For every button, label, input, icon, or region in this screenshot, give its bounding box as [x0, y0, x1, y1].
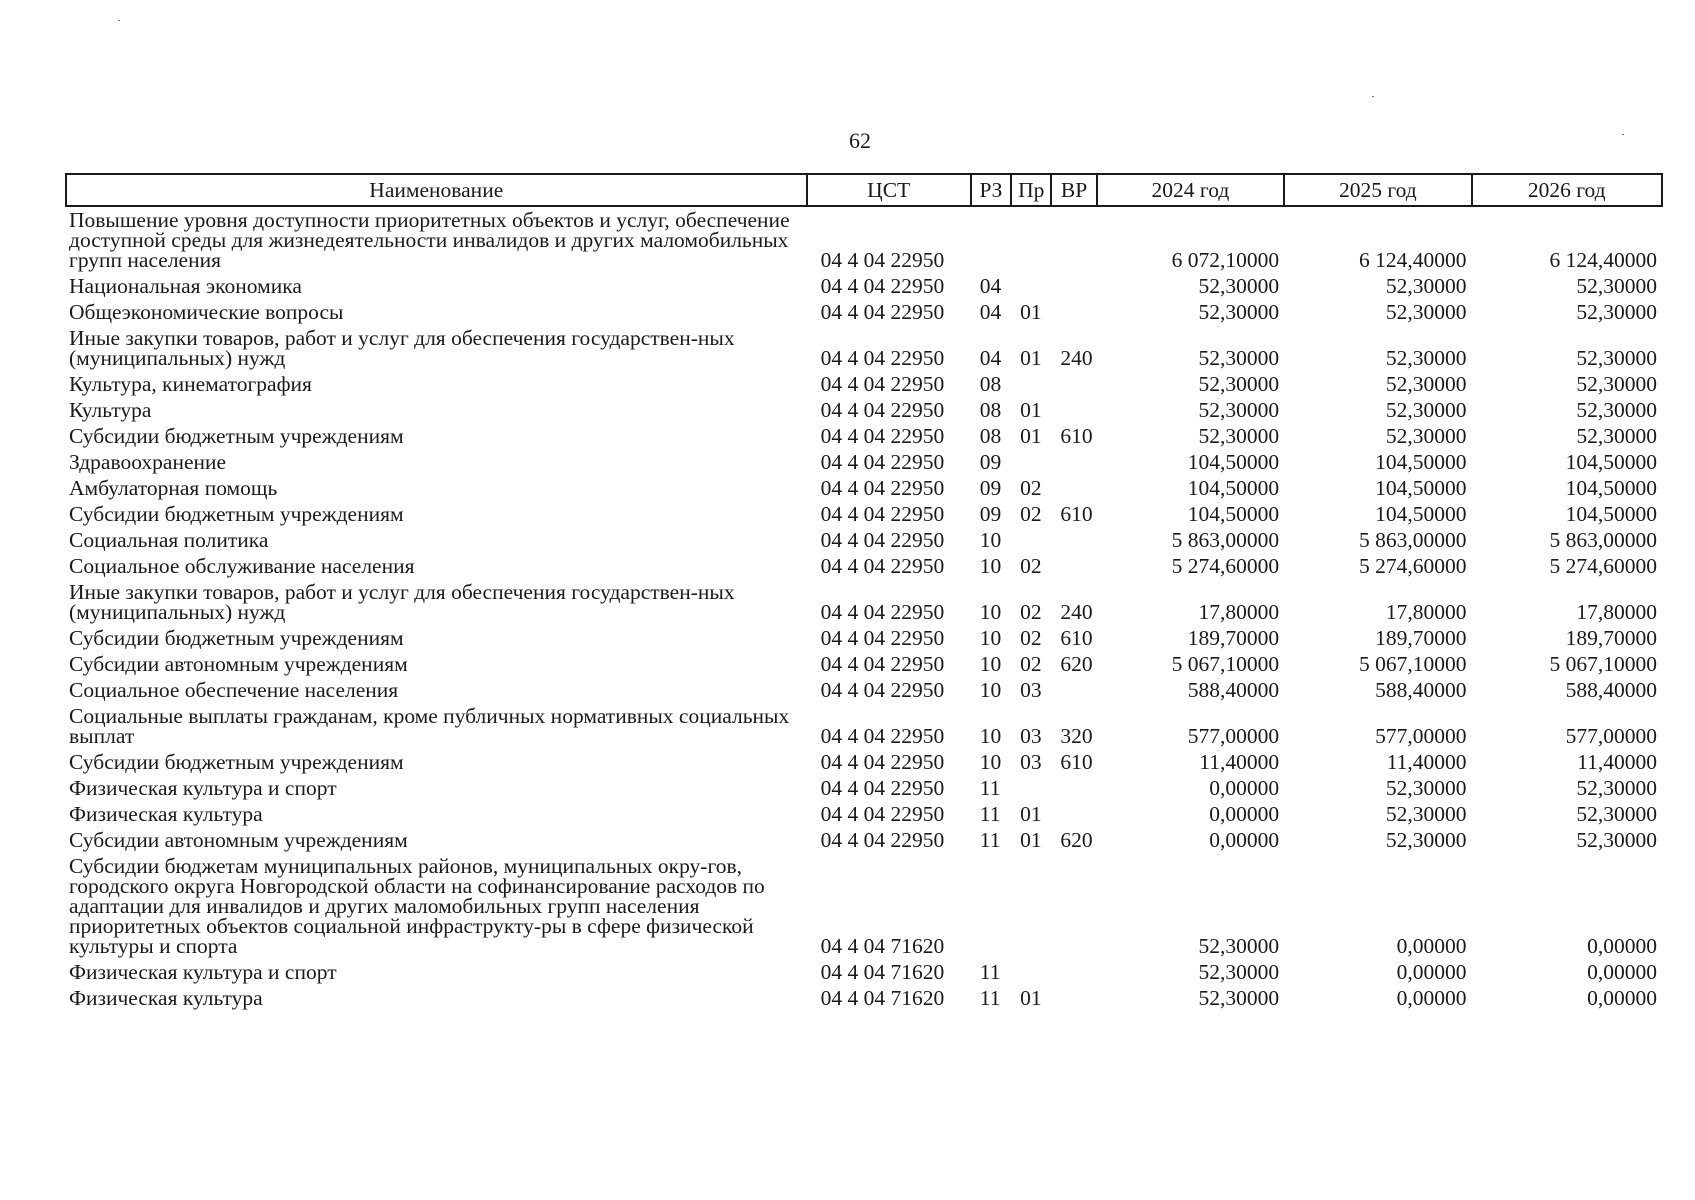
cell-pr: 01	[1020, 300, 1042, 324]
cell-name: Физическая культура	[69, 986, 263, 1010]
cell-2025: 6 124,40000	[1359, 248, 1467, 272]
table-row	[66, 703, 1662, 749]
cell-vr: 610	[1060, 424, 1093, 448]
cell-2025: 0,00000	[1396, 960, 1467, 984]
cell-name: Субсидии автономным учреждениям	[69, 828, 408, 852]
cell-name: Субсидии автономным учреждениям	[69, 652, 408, 676]
cell-2026: 104,50000	[1565, 450, 1657, 474]
cell-pr: 02	[1020, 554, 1042, 578]
cell-2024: 0,00000	[1209, 828, 1280, 852]
cell-2026: 52,30000	[1576, 274, 1657, 298]
cell-rz: 04	[979, 346, 1002, 370]
cell-rz	[971, 853, 1011, 959]
cell-pr	[1011, 853, 1051, 959]
cell-2026: 17,80000	[1576, 600, 1657, 624]
cell-2026: 52,30000	[1576, 300, 1657, 324]
table-row	[66, 985, 1662, 1011]
cell-name: Иные закупки товаров, работ и услуг для обеспечения государствен-ных (муниципальных) нужд	[69, 326, 735, 370]
header-2025: 2025 год	[1284, 174, 1471, 206]
cell-pr: 01	[1020, 398, 1042, 422]
cell-2026: 104,50000	[1565, 476, 1657, 500]
cell-vr: 610	[1060, 750, 1093, 774]
cell-vr: 320	[1060, 724, 1093, 748]
cell-pr: 03	[1020, 678, 1042, 702]
cell-2024: 52,30000	[1198, 372, 1280, 396]
cell-2026: 189,70000	[1565, 626, 1657, 650]
cell-2025: 104,50000	[1375, 450, 1467, 474]
cell-cst: 04 4 04 22950	[820, 528, 945, 552]
table-row	[66, 397, 1662, 423]
table-row	[66, 553, 1662, 579]
cell-rz: 10	[979, 626, 1002, 650]
cell-vr: 620	[1060, 652, 1093, 676]
header-cst: ЦСТ	[807, 174, 971, 206]
cell-name: Физическая культура	[69, 802, 263, 826]
cell-cst: 04 4 04 22950	[820, 776, 945, 800]
table-row	[66, 325, 1662, 371]
cell-2025: 5 863,00000	[1359, 528, 1467, 552]
cell-name: Субсидии бюджетным учреждениям	[69, 626, 404, 650]
cell-pr: 03	[1020, 750, 1042, 774]
cell-cst: 04 4 04 22950	[820, 678, 945, 702]
cell-2026: 5 274,60000	[1549, 554, 1657, 578]
header-2024: 2024 год	[1097, 174, 1284, 206]
cell-pr: 01	[1020, 346, 1042, 370]
table-row	[66, 853, 1662, 959]
cell-name: Социальное обслуживание населения	[69, 554, 415, 578]
cell-rz: 10	[979, 724, 1002, 748]
cell-rz: 11	[979, 960, 1001, 984]
cell-name: Социальная политика	[69, 528, 269, 552]
cell-2025: 11,40000	[1386, 750, 1467, 774]
cell-vr	[1051, 959, 1096, 985]
cell-cst: 04 4 04 22950	[820, 828, 945, 852]
cell-2025: 52,30000	[1385, 398, 1467, 422]
cell-name: Амбулаторная помощь	[69, 476, 278, 500]
cell-pr	[1011, 206, 1051, 273]
cell-2026: 11,40000	[1577, 750, 1657, 774]
cell-name: Культура, кинематография	[69, 372, 312, 396]
cell-pr: 01	[1020, 424, 1042, 448]
cell-cst: 04 4 04 22950	[820, 300, 945, 324]
table-row	[66, 273, 1662, 299]
cell-2024: 104,50000	[1187, 476, 1280, 500]
cell-cst: 04 4 04 22950	[820, 554, 945, 578]
cell-rz: 08	[979, 424, 1002, 448]
cell-2024: 11,40000	[1199, 750, 1280, 774]
cell-2024: 0,00000	[1209, 776, 1280, 800]
cell-cst: 04 4 04 22950	[820, 450, 945, 474]
cell-rz: 09	[979, 450, 1002, 474]
table-row	[66, 579, 1662, 625]
cell-pr	[1011, 527, 1051, 553]
cell-cst: 04 4 04 22950	[820, 750, 945, 774]
cell-2024: 5 863,00000	[1171, 528, 1280, 552]
cell-cst: 04 4 04 22950	[820, 248, 945, 272]
cell-2025: 588,40000	[1375, 678, 1467, 702]
cell-2025: 52,30000	[1385, 828, 1467, 852]
cell-2024: 5 274,60000	[1171, 554, 1280, 578]
table-row	[66, 299, 1662, 325]
cell-cst: 04 4 04 22950	[820, 372, 945, 396]
cell-rz: 10	[979, 652, 1002, 676]
cell-rz: 10	[979, 678, 1002, 702]
cell-2026: 52,30000	[1576, 372, 1657, 396]
table-row	[66, 775, 1662, 801]
table-row	[66, 749, 1662, 775]
table-row	[66, 449, 1662, 475]
cell-rz: 10	[979, 750, 1002, 774]
cell-rz: 11	[979, 776, 1001, 800]
cell-cst: 04 4 04 22950	[820, 724, 945, 748]
cell-cst: 04 4 04 22950	[820, 274, 945, 298]
cell-pr	[1011, 371, 1051, 397]
cell-2025: 52,30000	[1385, 776, 1467, 800]
cell-2025: 0,00000	[1396, 986, 1467, 1010]
table-row	[66, 501, 1662, 527]
cell-vr: 240	[1060, 346, 1093, 370]
cell-vr	[1051, 299, 1096, 325]
cell-name: Национальная экономика	[69, 274, 302, 298]
cell-name: Общеэкономические вопросы	[69, 300, 344, 324]
cell-2026: 577,00000	[1565, 724, 1657, 748]
table-row	[66, 625, 1662, 651]
table-row	[66, 651, 1662, 677]
cell-2026: 5 863,00000	[1549, 528, 1657, 552]
cell-2024: 0,00000	[1209, 802, 1280, 826]
cell-pr	[1011, 449, 1051, 475]
cell-2026: 52,30000	[1576, 424, 1657, 448]
cell-vr: 620	[1060, 828, 1093, 852]
cell-rz: 09	[979, 476, 1002, 500]
cell-name: Физическая культура и спорт	[69, 960, 337, 984]
cell-2025: 189,70000	[1375, 626, 1467, 650]
header-pr: Пр	[1011, 174, 1051, 206]
cell-2026: 104,50000	[1565, 502, 1657, 526]
cell-rz: 11	[979, 828, 1001, 852]
cell-2024: 577,00000	[1187, 724, 1280, 748]
cell-2026: 52,30000	[1576, 802, 1657, 826]
cell-vr	[1051, 475, 1096, 501]
cell-2024: 189,70000	[1187, 626, 1280, 650]
cell-cst: 04 4 04 22950	[820, 600, 945, 624]
cell-pr: 01	[1020, 828, 1042, 852]
cell-2026: 6 124,40000	[1549, 248, 1657, 272]
cell-2025: 52,30000	[1385, 802, 1467, 826]
cell-vr: 610	[1060, 502, 1093, 526]
cell-name: Социальные выплаты гражданам, кроме публичных нормативных социальных выплат	[69, 704, 790, 748]
cell-rz: 11	[979, 802, 1001, 826]
cell-vr: 610	[1060, 626, 1093, 650]
cell-2025: 0,00000	[1396, 934, 1467, 958]
cell-cst: 04 4 04 22950	[820, 502, 945, 526]
table-row	[66, 475, 1662, 501]
cell-vr	[1051, 527, 1096, 553]
cell-pr	[1011, 775, 1051, 801]
cell-vr	[1051, 775, 1096, 801]
cell-pr	[1011, 959, 1051, 985]
cell-rz: 08	[979, 398, 1002, 422]
cell-vr	[1051, 801, 1096, 827]
cell-rz: 10	[979, 554, 1002, 578]
cell-2025: 104,50000	[1375, 476, 1467, 500]
cell-vr	[1051, 371, 1096, 397]
header-rz: РЗ	[971, 174, 1011, 206]
cell-2025: 52,30000	[1385, 300, 1467, 324]
cell-rz	[971, 206, 1011, 273]
cell-2024: 52,30000	[1198, 274, 1280, 298]
cell-cst: 04 4 04 22950	[820, 398, 945, 422]
cell-2024: 52,30000	[1198, 398, 1280, 422]
cell-2025: 5 067,10000	[1359, 652, 1467, 676]
cell-cst: 04 4 04 22950	[820, 346, 945, 370]
cell-rz: 04	[979, 274, 1002, 298]
cell-cst: 04 4 04 22950	[820, 424, 945, 448]
budget-table	[65, 173, 1663, 1011]
table-row	[66, 206, 1662, 273]
table-row	[66, 527, 1662, 553]
table-row	[66, 423, 1662, 449]
cell-cst: 04 4 04 22950	[820, 626, 945, 650]
cell-2025: 52,30000	[1385, 346, 1467, 370]
cell-name: Физическая культура и спорт	[69, 776, 337, 800]
cell-rz: 10	[979, 528, 1002, 552]
cell-vr	[1051, 985, 1096, 1011]
cell-vr	[1051, 677, 1096, 703]
cell-name: Культура	[69, 398, 152, 422]
cell-2026: 5 067,10000	[1549, 652, 1657, 676]
cell-cst: 04 4 04 71620	[820, 960, 945, 984]
cell-cst: 04 4 04 71620	[820, 934, 945, 958]
cell-name: Субсидии бюджетным учреждениям	[69, 502, 404, 526]
cell-vr	[1051, 273, 1096, 299]
cell-2026: 52,30000	[1576, 828, 1657, 852]
cell-2024: 52,30000	[1198, 934, 1280, 958]
cell-cst: 04 4 04 22950	[820, 802, 945, 826]
cell-2026: 0,00000	[1587, 960, 1657, 984]
table-row	[66, 827, 1662, 853]
cell-name: Социальное обеспечение населения	[69, 678, 399, 702]
cell-pr: 03	[1020, 724, 1042, 748]
cell-pr: 02	[1020, 476, 1042, 500]
table-row	[66, 677, 1662, 703]
cell-pr: 02	[1020, 626, 1042, 650]
cell-2026: 52,30000	[1576, 346, 1657, 370]
cell-2024: 6 072,10000	[1171, 248, 1280, 272]
cell-vr	[1051, 853, 1096, 959]
cell-2026: 0,00000	[1587, 986, 1657, 1010]
cell-name: Иные закупки товаров, работ и услуг для обеспечения государствен-ных (муниципальных) нужд	[69, 580, 735, 624]
cell-2024: 104,50000	[1187, 502, 1280, 526]
cell-2024: 52,30000	[1198, 300, 1280, 324]
table-header-row	[66, 174, 1662, 206]
cell-2025: 52,30000	[1385, 424, 1467, 448]
page-number: 62	[849, 128, 871, 153]
cell-2025: 17,80000	[1385, 600, 1467, 624]
cell-2025: 104,50000	[1375, 502, 1467, 526]
cell-cst: 04 4 04 71620	[820, 986, 945, 1010]
cell-pr: 01	[1020, 986, 1042, 1010]
header-2026: 2026 год	[1472, 174, 1662, 206]
cell-vr	[1051, 449, 1096, 475]
table-row	[66, 801, 1662, 827]
cell-vr: 240	[1060, 600, 1093, 624]
cell-2024: 5 067,10000	[1171, 652, 1280, 676]
cell-2026: 52,30000	[1576, 776, 1657, 800]
cell-rz: 10	[979, 600, 1002, 624]
cell-2024: 104,50000	[1187, 450, 1280, 474]
cell-pr	[1011, 273, 1051, 299]
cell-2024: 52,30000	[1198, 986, 1280, 1010]
cell-2025: 577,00000	[1375, 724, 1467, 748]
table-row	[66, 371, 1662, 397]
cell-vr	[1051, 397, 1096, 423]
cell-2025: 52,30000	[1385, 372, 1467, 396]
cell-vr	[1051, 206, 1096, 273]
cell-name: Субсидии бюджетным учреждениям	[69, 424, 404, 448]
cell-vr	[1051, 553, 1096, 579]
cell-2024: 52,30000	[1198, 960, 1280, 984]
cell-rz: 08	[979, 372, 1002, 396]
cell-2024: 52,30000	[1198, 346, 1280, 370]
cell-cst: 04 4 04 22950	[820, 476, 945, 500]
cell-2025: 5 274,60000	[1359, 554, 1467, 578]
cell-name: Здравоохранение	[69, 450, 227, 474]
cell-pr: 02	[1020, 502, 1042, 526]
cell-name: Повышение уровня доступности приоритетных объектов и услуг, обеспечение доступной среды для жизнедеятельности инвалидов и других маломобильных групп населения	[69, 208, 790, 272]
cell-2026: 0,00000	[1587, 934, 1657, 958]
cell-2024: 588,40000	[1187, 678, 1280, 702]
cell-cst: 04 4 04 22950	[820, 652, 945, 676]
cell-pr: 02	[1020, 652, 1042, 676]
cell-rz: 04	[979, 300, 1002, 324]
cell-2024: 52,30000	[1198, 424, 1280, 448]
cell-rz: 09	[979, 502, 1002, 526]
cell-pr: 01	[1020, 802, 1042, 826]
cell-name: Субсидии бюджетам муниципальных районов, муниципальных окру-гов, городского округа Новгородской области на софинансирование расходов по адаптации для инвалидов и других маломобильных групп населения приоритетных объектов социальной инфраструкту-ры в сфере физической культуры и спорта	[69, 854, 765, 958]
cell-2025: 52,30000	[1385, 274, 1467, 298]
cell-pr: 02	[1020, 600, 1042, 624]
cell-2024: 17,80000	[1198, 600, 1280, 624]
cell-2026: 588,40000	[1565, 678, 1657, 702]
table-row	[66, 959, 1662, 985]
cell-name: Субсидии бюджетным учреждениям	[69, 750, 404, 774]
header-vr: ВР	[1051, 174, 1096, 206]
header-name: Наименование	[66, 174, 807, 206]
cell-rz: 11	[979, 986, 1001, 1010]
cell-2026: 52,30000	[1576, 398, 1657, 422]
